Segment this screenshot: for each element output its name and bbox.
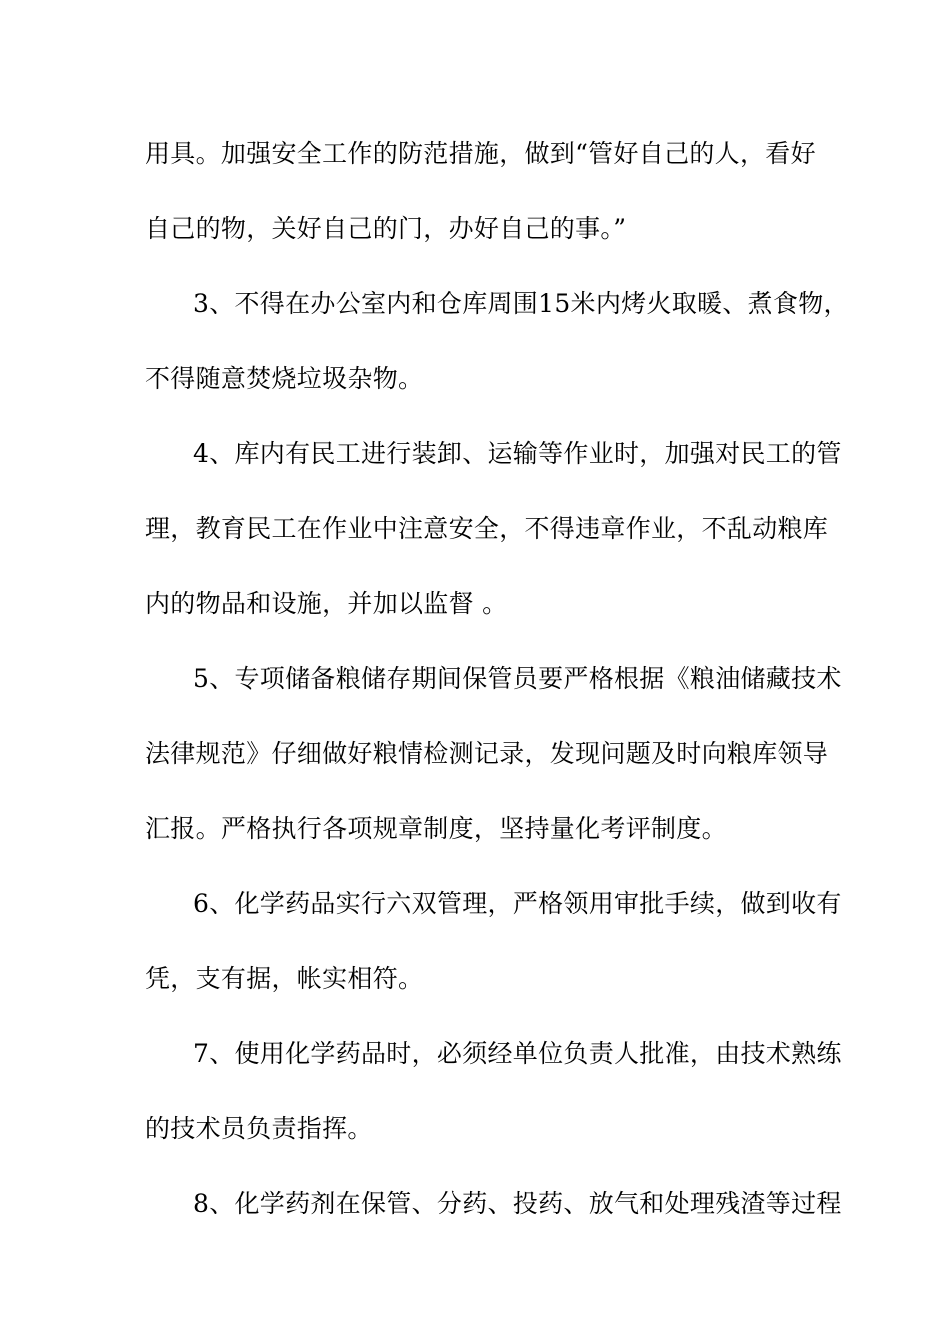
text-line-10: 汇报。严格执行各项规章制度，坚持量化考评制度。: [145, 814, 727, 843]
text-line-12: 凭，支有据，帐实相符。: [145, 964, 424, 993]
text-line-13: 7、使用化学药品时，必须经单位负责人批准，由技术熟练: [193, 1039, 842, 1068]
text-line-3: 3、不得在办公室内和仓库周围15米内烤火取暖、煮食物，: [193, 289, 849, 318]
text-line-4: 不得随意焚烧垃圾杂物。: [145, 364, 424, 393]
text-line-8: 5、专项储备粮储存期间保管员要严格根据《粮油储藏技术: [193, 664, 842, 693]
text-line-11: 6、化学药品实行六双管理，严格领用审批手续，做到收有: [193, 889, 842, 918]
text-line-2: 自己的物，关好自己的门，办好自己的事。”: [145, 214, 627, 243]
text-line-9: 法律规范》仔细做好粮情检测记录，发现问题及时向粮库领导: [145, 739, 829, 768]
text-line-14: 的技术员负责指挥。: [145, 1114, 373, 1143]
text-line-15: 8、化学药剂在保管、分药、投药、放气和处理残渣等过程: [193, 1189, 842, 1218]
document-body: [145, 131, 849, 1226]
text-line-5: 4、库内有民工进行装卸、运输等作业时，加强对民工的管: [193, 439, 842, 468]
text-line-1: 用具。加强安全工作的防范措施，做到“管好自己的人，看好: [145, 139, 816, 168]
text-line-6: 理，教育民工在作业中注意安全，不得违章作业，不乱动粮库: [145, 514, 829, 543]
text-line-7: 内的物品和设施，并加以监督 。: [145, 589, 508, 618]
